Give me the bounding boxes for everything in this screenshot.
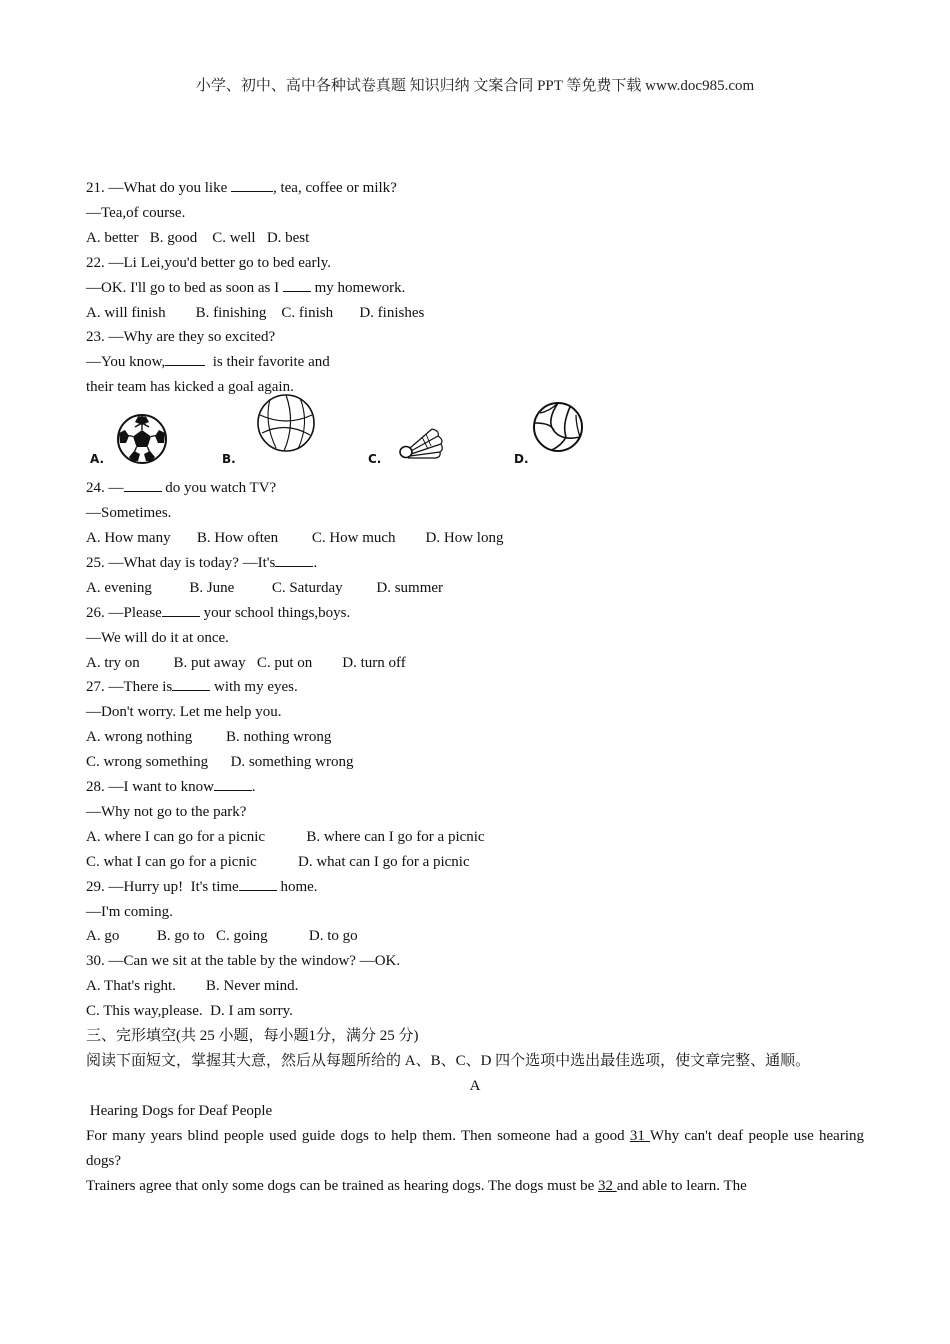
q26-stem bbox=[86, 601, 864, 626]
q23-option-b-label: B. bbox=[222, 452, 236, 467]
q22-reply-post: my homework. bbox=[310, 279, 406, 296]
q27-blank bbox=[172, 676, 210, 691]
page-header: 小学、初中、高中各种试卷真题 知识归纳 文案合同 PPT 等免费下载 www.doc985.com bbox=[195, 78, 755, 94]
q27-options-2: C. wrong something D. something wrong bbox=[86, 754, 354, 771]
q23-reply-post: is their favorite and bbox=[205, 354, 330, 371]
q21-options: A. better B. good C. well D. best bbox=[86, 229, 310, 246]
volleyball-icon bbox=[532, 401, 584, 462]
q21-stem bbox=[86, 176, 864, 201]
q29-blank bbox=[239, 876, 277, 891]
q27-answer: —Don't worry. Let me help you. bbox=[86, 704, 282, 721]
q21-stem-pre: 21. —What do you like bbox=[86, 180, 231, 196]
q25-stem bbox=[86, 551, 864, 576]
shuttlecock-icon bbox=[398, 425, 444, 470]
q23-reply-pre: —You know, bbox=[86, 354, 166, 371]
q21-answer: —Tea,of course. bbox=[86, 204, 186, 221]
q21-blank bbox=[231, 177, 273, 192]
q28-stem-pre: 28. —I want to know bbox=[86, 779, 214, 796]
q22-stem: 22. —Li Lei,you'd better go to bed early. bbox=[86, 254, 331, 271]
q26-stem-pre: 26. —Please bbox=[86, 604, 162, 621]
q29-answer: —I'm coming. bbox=[86, 903, 173, 920]
q25-blank bbox=[275, 552, 313, 567]
q28-options-1: A. where I can go for a picnic B. where can I go for a picnic bbox=[86, 828, 485, 845]
q24-stem-post: do you watch TV? bbox=[161, 480, 277, 497]
q23-picture-options bbox=[86, 400, 864, 476]
passage-title: Hearing Dogs for Deaf People bbox=[86, 1102, 273, 1119]
q25-stem-post: . bbox=[313, 554, 318, 571]
q23-option-a-label: A. bbox=[90, 452, 105, 467]
blank-31: 31 bbox=[629, 1127, 650, 1144]
q27-stem bbox=[86, 675, 864, 700]
p1-text-post: Why can't deaf people use hearing dogs? bbox=[86, 1127, 864, 1169]
q30-options-1: A. That's right. B. Never mind. bbox=[86, 978, 299, 995]
q24-blank bbox=[124, 477, 162, 492]
q25-stem-pre: 25. —What day is today? —It's bbox=[86, 554, 276, 571]
q26-stem-post: your school things,boys. bbox=[199, 604, 351, 621]
q27-stem-post: with my eyes. bbox=[210, 679, 298, 696]
q27-stem-pre: 27. —There is bbox=[86, 679, 173, 696]
q22-reply bbox=[86, 276, 864, 301]
q23-stem: 23. —Why are they so excited? bbox=[86, 329, 276, 346]
q28-blank bbox=[214, 776, 252, 791]
q23-reply bbox=[86, 350, 864, 375]
section-title: 三、完形填空(共 25 小题，每小题1分，满分 25 分) bbox=[86, 1028, 419, 1045]
q23-option-d-label: D. bbox=[514, 452, 529, 467]
q29-stem bbox=[86, 875, 864, 900]
q26-options: A. try on B. put away C. put on D. turn off bbox=[86, 654, 406, 671]
q24-options: A. How many B. How often C. How much D. How long bbox=[86, 529, 504, 546]
q26-blank bbox=[162, 602, 200, 617]
q21-stem-post: , tea, coffee or milk? bbox=[272, 180, 397, 196]
q29-stem-pre: 29. —Hurry up! It's time bbox=[86, 878, 239, 895]
section-instruction: 阅读下面短文，掌握其大意，然后从每题所给的 A、B、C、D 四个选项中选出最佳选项，使文章完整、通顺。 bbox=[86, 1053, 811, 1069]
q23-reply-cont: their team has kicked a goal again. bbox=[86, 379, 294, 396]
q22-options: A. will finish B. finishing C. finish D. finishes bbox=[86, 304, 425, 321]
p1-text-pre: For many years blind people used guide dogs to help them. Then someone had a good bbox=[86, 1127, 630, 1144]
q28-stem-post: . bbox=[251, 779, 256, 796]
exam-content bbox=[86, 176, 864, 1198]
q24-stem bbox=[86, 476, 864, 501]
q24-stem-pre: 24. — bbox=[86, 480, 124, 497]
q30-stem: 30. —Can we sit at the table by the window? —OK. bbox=[86, 953, 401, 970]
q23-option-c-label: C. bbox=[368, 452, 382, 467]
q30-options-2: C. This way,please. D. I am sorry. bbox=[86, 1003, 293, 1020]
q22-reply-pre: —OK. I'll go to bed as soon as I bbox=[86, 279, 283, 296]
q23-blank bbox=[165, 351, 205, 366]
q25-options: A. evening B. June C. Saturday D. summer bbox=[86, 579, 444, 596]
p2-text-pre: Trainers agree that only some dogs can be trained as hearing dogs. The dogs must be bbox=[86, 1177, 598, 1194]
q22-blank bbox=[283, 277, 311, 292]
q29-options: A. go B. go to C. going D. to go bbox=[86, 928, 358, 945]
q24-answer: —Sometimes. bbox=[86, 505, 172, 522]
blank-32: 32 bbox=[597, 1177, 617, 1194]
q26-answer: —We will do it at once. bbox=[86, 629, 229, 646]
p2-text-post: and able to learn. The bbox=[616, 1177, 747, 1194]
q28-options-2: C. what I can go for a picnic D. what can I go for a picnic bbox=[86, 853, 470, 870]
q28-answer: —Why not go to the park? bbox=[86, 803, 247, 820]
q28-stem bbox=[86, 775, 864, 800]
basketball-icon bbox=[256, 393, 316, 462]
q27-options-1: A. wrong nothing B. nothing wrong bbox=[86, 729, 332, 746]
passage-paragraph-2 bbox=[86, 1174, 864, 1199]
passage-label: A bbox=[469, 1077, 481, 1094]
q29-stem-post: home. bbox=[276, 878, 318, 895]
soccer-ball-icon bbox=[116, 413, 168, 474]
passage-paragraph-1 bbox=[86, 1124, 864, 1174]
